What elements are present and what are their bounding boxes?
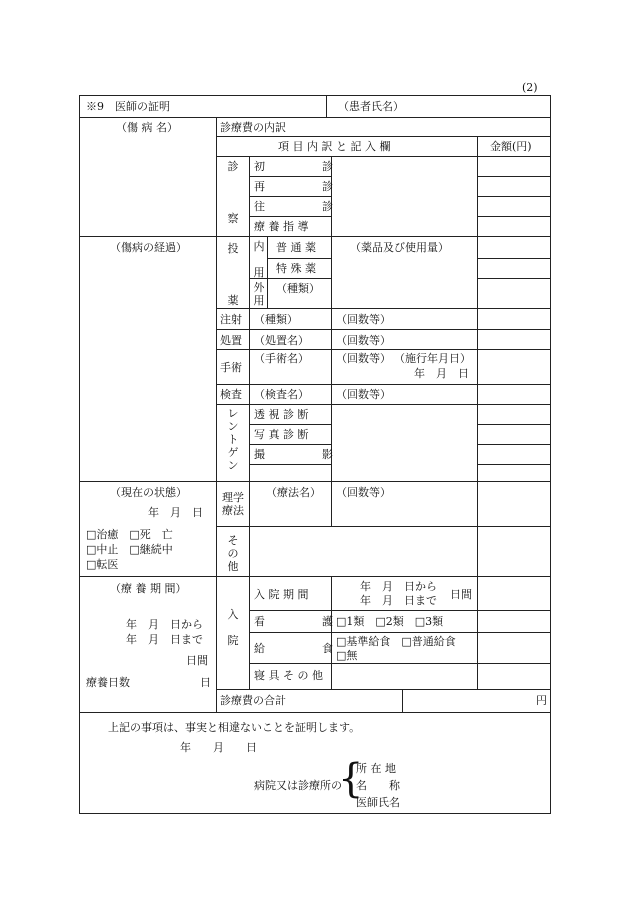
injection-kind-label: （種類） <box>254 313 298 326</box>
surgery-name-label: （手術名） <box>254 352 309 365</box>
xray-item-line <box>331 404 332 481</box>
physio-category-label: 理学 療法 <box>222 491 244 517</box>
amount-row-line <box>477 610 550 611</box>
bedding-label: 寝 具 そ の 他 <box>254 669 323 682</box>
fee-divider <box>216 156 550 157</box>
xray-item: 透 視 診 断 <box>254 408 309 421</box>
care-days-value: 日 <box>200 676 211 689</box>
external-use-label: 外 用 <box>253 281 265 307</box>
amount-row-line <box>477 424 550 425</box>
internal-item: 特 殊 薬 <box>276 262 316 275</box>
operation-date-label: （施行年月日） <box>394 352 471 365</box>
xray-item: 撮 影 <box>254 448 339 461</box>
fee-divider <box>216 689 550 690</box>
exam-item: 療 養 指 導 <box>254 220 309 233</box>
hosp-days-unit: 日間 <box>450 588 472 601</box>
patient-name-label: （患者氏名） <box>338 100 404 113</box>
left-divider <box>80 236 216 237</box>
physio-count-label: （回数等） <box>336 486 391 499</box>
internal-use-label: 内 用 <box>253 240 265 279</box>
treatment-count-label: （回数等） <box>336 334 391 347</box>
med-item-line <box>331 236 332 308</box>
care-period-label: （療 養 期 間） <box>110 582 187 595</box>
amount-row-line <box>477 464 550 465</box>
hospitalization-label: 入 院 <box>227 608 239 647</box>
care-days-label: 療養日数 <box>86 676 130 689</box>
disease-name-label: （傷 病 名） <box>116 121 178 134</box>
exam-category-label: 診 察 <box>227 160 239 225</box>
doctor-name-label: 医師氏名 <box>356 796 400 809</box>
certification-date: 年 月 日 <box>180 741 257 754</box>
test-count-label: （回数等） <box>336 388 391 401</box>
surgery-label: 手術 <box>220 361 242 374</box>
total-fee-label: 診療費の合計 <box>220 694 286 707</box>
amount-row-line <box>477 216 550 217</box>
certification-statement: 上記の事項は、事実と相違ないことを証明します。 <box>108 721 361 734</box>
amount-row-line <box>477 444 550 445</box>
amount-column-header: 金額(円) <box>490 140 532 153</box>
xray-row-line <box>249 424 331 425</box>
treatment-name-label: （処置名） <box>254 334 309 347</box>
fee-divider <box>216 384 550 385</box>
bracket: { <box>338 756 364 802</box>
hosp-period-label: 入 院 期 間 <box>254 588 309 601</box>
exam-row-line <box>249 196 331 197</box>
medication-kind-label: （種類） <box>276 282 320 295</box>
fee-divider <box>216 404 550 405</box>
injection-label: 注射 <box>220 313 242 326</box>
institution-label: 病院又は診療所の <box>254 779 342 792</box>
amount-row-line <box>477 663 550 664</box>
fee-divider <box>216 329 550 330</box>
outcome-options: □転医 <box>86 558 119 571</box>
exam-item: 往 診 <box>254 200 339 213</box>
treatment-label: 処置 <box>220 334 242 347</box>
row-divider <box>80 117 550 118</box>
fee-divider <box>216 349 550 350</box>
exam-item: 初 診 <box>254 160 339 173</box>
hosp-row-line <box>249 663 477 664</box>
fee-divider <box>216 526 550 527</box>
row-divider <box>80 712 550 713</box>
care-to-date: 年 月 日まで <box>126 633 203 646</box>
current-state-label: （現在の状態） <box>110 486 187 499</box>
total-line <box>402 689 403 712</box>
nursing-options: □1類 □2類 □3類 <box>336 615 444 628</box>
count-col-line <box>331 308 332 408</box>
header-divider <box>326 96 327 117</box>
disease-course-label: （傷病の経過） <box>110 241 187 254</box>
fee-divider <box>216 481 550 482</box>
meal-label: 給 食 <box>254 642 339 655</box>
med-row-line <box>267 258 331 259</box>
nursing-label: 看 護 <box>254 615 339 628</box>
left-divider <box>80 576 216 577</box>
section-title: ※9 医師の証明 <box>86 100 170 113</box>
amount-row-line <box>477 196 550 197</box>
amount-col-line <box>477 136 478 689</box>
total-fee-unit: 円 <box>536 694 547 707</box>
internal-item: 普 通 薬 <box>276 241 316 254</box>
hosp-to-date: 年 月 日まで <box>360 594 437 607</box>
other-category-label: そ の 他 <box>227 534 239 573</box>
care-days-unit: 日間 <box>186 654 208 667</box>
institution-address: 所 在 地 <box>356 762 396 775</box>
physio-line <box>331 481 332 526</box>
xray-item: 写 真 診 断 <box>254 428 309 441</box>
amount-row-line <box>477 258 550 259</box>
surgery-count-label: （回数等） <box>336 352 391 365</box>
operation-date-value: 年 月 日 <box>414 367 469 380</box>
exam-item: 再 診 <box>254 180 339 193</box>
xray-row-line <box>249 464 331 465</box>
amount-row-line <box>477 632 550 633</box>
xray-category-label: レ ン ト ゲ ン <box>227 407 239 472</box>
fee-divider <box>216 308 550 309</box>
hosp-row-line <box>249 610 477 611</box>
page-number: (2) <box>522 81 538 94</box>
state-date: 年 月 日 <box>148 506 203 519</box>
fee-divider <box>216 136 550 137</box>
outcome-options: □治癒 □死 亡 <box>86 528 173 541</box>
meal-none-option: □無 <box>336 649 358 662</box>
exam-row-line <box>249 176 331 177</box>
test-label: 検査 <box>220 388 242 401</box>
amount-row-line <box>477 176 550 177</box>
item-column-header: 項 目 内 訳 と 記 入 欄 <box>278 140 391 153</box>
med-sub-line <box>267 236 268 308</box>
injection-count-label: （回数等） <box>336 313 391 326</box>
left-divider <box>80 481 216 482</box>
fee-divider <box>216 576 550 577</box>
physio-name-label: （療法名） <box>266 486 321 499</box>
fee-breakdown-title: 診療費の内訳 <box>220 121 286 134</box>
amount-row-line <box>477 278 550 279</box>
test-name-label: （検査名） <box>254 388 309 401</box>
main-divider <box>216 117 217 712</box>
hosp-from-date: 年 月 日から <box>360 580 437 593</box>
medication-category-label: 投 薬 <box>227 242 239 307</box>
institution-name: 名 称 <box>356 779 400 792</box>
care-from-date: 年 月 日から <box>126 618 203 631</box>
xray-row-line <box>249 444 331 445</box>
hosp-row-line <box>249 632 477 633</box>
outcome-options: □中止 □継続中 <box>86 543 173 556</box>
certificate-form <box>79 95 551 814</box>
medication-usage-label: （薬品及び使用量） <box>350 241 449 254</box>
exam-row-line <box>249 216 331 217</box>
meal-options: □基準給食 □普通給食 <box>336 635 456 648</box>
